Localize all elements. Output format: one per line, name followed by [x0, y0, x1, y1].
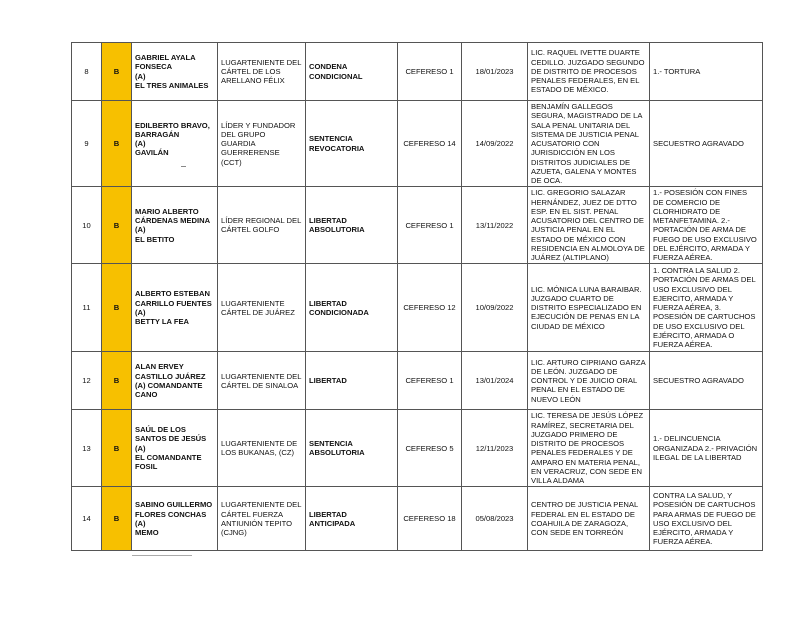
date-cell: 13/01/2024 [462, 352, 528, 410]
person-name-line: CANO [135, 390, 158, 399]
person-name-line: (A) [135, 518, 146, 528]
date-cell: 14/09/2022 [462, 101, 528, 187]
person-name-line: FOSIL [135, 462, 158, 472]
person-name-line: (A) [135, 307, 146, 317]
person-name [132, 352, 218, 410]
role-cell: LUGARTENIENTE DEL CÁRTEL DE LOS ARELLANO FÉLIX [218, 43, 306, 101]
person-name-line: (A) COMANDANTE [135, 380, 203, 390]
judge-cell: LIC. RAQUEL IVETTE DUARTE CEDILLO. JUZGADO SEGUNDO DE DISTRITO DE PROCESOS PENALES FEDERALES, EN EL ESTADO DE MÉXICO. [528, 43, 650, 101]
person-name-line: GAVILÁN [135, 148, 169, 158]
prison-cell: CEFERESO 1 [398, 43, 462, 101]
crime-cell: 1.- POSESIÓN CON FINES DE COMERCIO DE CLORHIDRATO DE METANFETAMINA. 2.- PORTACIÓN DE ARMA DE FUEGO DE USO EXCLUSIVO DEL EJÉRCITO, ARMADA Y FUERZA AÉREA. [650, 187, 763, 264]
person-name [132, 264, 218, 352]
person-name-line: MEMO [135, 528, 159, 537]
row-number: 14 [72, 487, 102, 551]
date-cell: 12/11/2023 [462, 410, 528, 487]
person-name-line: EL COMANDANTE [135, 452, 202, 462]
person-name-line: MARIO ALBERTO [135, 206, 199, 216]
person-name-line: FLORES CONCHAS [135, 509, 207, 519]
judge-cell: LIC. TERESA DE JESÚS LÓPEZ RAMÍREZ, SECRETARIA DEL JUZGADO PRIMERO DE DISTRITO DE PROCESOS PENALES FEDERALES Y DE AMPARO EN MATERIA PENAL, EN VERACRUZ, CON SEDE EN VILLA ALDAMA [528, 410, 650, 487]
person-name-line: FONSECA [135, 62, 173, 72]
status-cell: CONDENA CONDICIONAL [306, 43, 398, 101]
person-name-line: CARRILLO FUENTES [135, 298, 212, 308]
status-cell: SENTENCIA REVOCATORIA [306, 101, 398, 187]
crime-cell: SECUESTRO AGRAVADO [650, 352, 763, 410]
role-cell: LUGARTENIENTE DEL CÁRTEL DE SINALOA [218, 352, 306, 410]
judge-cell: LIC. GREGORIO SALAZAR HERNÁNDEZ, JUEZ DE DTTO ESP. EN EL SIST. PENAL ACUSATORIO DEL CENTRO DE JUSTICIA PENAL EN EL ESTADO DE MÉXICO CON RESIDENCIA EN ALMOLOYA DE JUÁREZ (ALTIPLANO) [528, 187, 650, 264]
person-name [132, 487, 218, 551]
person-name-line: (A) [135, 139, 146, 149]
person-name-line: SANTOS DE JESÚS [135, 434, 207, 444]
table-row [72, 264, 763, 352]
category-badge: B [102, 352, 132, 410]
status-cell: SENTENCIA ABSOLUTORIA [306, 410, 398, 487]
mark-dash [181, 166, 186, 167]
prison-cell: CEFERESO 5 [398, 410, 462, 487]
status-cell: LIBERTAD ANTICIPADA [306, 487, 398, 551]
judge-cell: BENJAMÍN GALLEGOS SEGURA, MAGISTRADO DE LA SALA PENAL UNITARIA DEL SISTEMA DE JUSTICIA PENAL ACUSATORIO CON JURISDICCIÓN EN LOS DISTRITOS JUDICIALES DE AZUETA, GALENA Y MONTES DE OCA. [528, 101, 650, 187]
role-cell: LUGARTENIENTE DEL CÁRTEL FUERZA ANTIUNIÓN TEPITO (CJNG) [218, 487, 306, 551]
judge-cell: LIC. MÓNICA LUNA BARAIBAR. JUZGADO CUARTO DE DISTRITO ESPECIALIZADO EN EJECUCIÓN DE PENAS EN LA CIUDAD DE MÉXICO [528, 264, 650, 352]
judge-cell: LIC. ARTURO CIPRIANO GARZA DE LEÓN. JUZGADO DE CONTROL Y DE JUICIO ORAL PENAL EN EL ESTADO DE NUEVO LEÓN [528, 352, 650, 410]
person-name-line: SAÚL DE LOS [135, 425, 186, 435]
person-name-line: CASTILLO JUÁREZ [135, 371, 206, 381]
category-badge: B [102, 410, 132, 487]
table-row [72, 410, 763, 487]
role-cell: LÍDER Y FUNDADOR DEL GRUPO GUARDIA GUERRERENSE (CCT) [218, 101, 306, 187]
records-table [71, 42, 763, 551]
row-number: 9 [72, 101, 102, 187]
person-name-line: (A) [135, 225, 146, 235]
judge-cell: CENTRO DE JUSTICIA PENAL FEDERAL EN EL ESTADO DE COAHUILA DE ZARAGOZA, CON SEDE EN TORREÓN [528, 487, 650, 551]
person-name-line: (A) [135, 443, 146, 453]
person-name [132, 43, 218, 101]
row-number: 12 [72, 352, 102, 410]
crime-cell: 1. CONTRA LA SALUD 2. PORTACIÓN DE ARMAS DEL USO EXCLUSIVO DEL EJERCITO, ARMADA Y FUERZA AÉREA, 3. POSESIÓN DE CARTUCHOS DE USO EXCLUSIVO DEL EJÉRCITO, ARMADA O FUERZA AÉREA. [650, 264, 763, 352]
person-name-line: ALBERTO ESTEBAN [135, 289, 210, 299]
table-row [72, 43, 763, 101]
prison-cell: CEFERESO 1 [398, 352, 462, 410]
table-row [72, 352, 763, 410]
footnote-separator [132, 555, 192, 556]
role-cell: LUGARTENIENTE DE LOS BUKANAS, (CZ) [218, 410, 306, 487]
person-name-line: ALAN ERVEY [135, 362, 184, 372]
crime-cell: CONTRA LA SALUD, Y POSESIÓN DE CARTUCHOS PARA ARMAS DE FUEGO DE USO EXCLUSIVO DEL EJÉRCITO, ARMADA Y FUERZA AÉREA. [650, 487, 763, 551]
crime-cell: 1.- DELINCUENCIA ORGANIZADA 2.- PRIVACIÓN ILEGAL DE LA LIBERTAD [650, 410, 763, 487]
category-badge: B [102, 187, 132, 264]
crime-cell: 1.- TORTURA [650, 43, 763, 101]
person-name [132, 187, 218, 264]
person-name-line: EL TRES ANIMALES [135, 80, 209, 90]
role-cell: LÍDER REGIONAL DEL CÁRTEL GOLFO [218, 187, 306, 264]
person-name-line: CÁRDENAS MEDINA [135, 216, 211, 225]
category-badge: B [102, 43, 132, 101]
category-badge: B [102, 487, 132, 551]
prison-cell: CEFERESO 12 [398, 264, 462, 352]
category-badge: B [102, 101, 132, 187]
row-number: 11 [72, 264, 102, 352]
person-name-line: BETTY LA FEA [135, 317, 190, 326]
person-name-line: (A) [135, 71, 146, 81]
crime-cell: SECUESTRO AGRAVADO [650, 101, 763, 187]
row-number: 10 [72, 187, 102, 264]
person-name-line: BARRAGÁN [135, 129, 180, 139]
person-name-line: SABINO GUILLERMO [135, 500, 213, 510]
date-cell: 05/08/2023 [462, 487, 528, 551]
date-cell: 10/09/2022 [462, 264, 528, 352]
person-name [132, 101, 218, 187]
person-name [132, 410, 218, 487]
status-cell: LIBERTAD [306, 352, 398, 410]
person-name-line: EDILBERTO BRAVO, [135, 120, 210, 130]
person-name-line: EL BETITO [135, 234, 175, 244]
prison-cell: CEFERESO 1 [398, 187, 462, 264]
prison-cell: CEFERESO 18 [398, 487, 462, 551]
row-number: 8 [72, 43, 102, 101]
date-cell: 18/01/2023 [462, 43, 528, 101]
row-number: 13 [72, 410, 102, 487]
table-row [72, 187, 763, 264]
status-cell: LIBERTAD ABSOLUTORIA [306, 187, 398, 264]
role-cell: LUGARTENIENTE CÁRTEL DE JUÁREZ [218, 264, 306, 352]
prison-cell: CEFERESO 14 [398, 101, 462, 187]
table-row [72, 101, 763, 187]
person-name-line: GABRIEL AYALA [135, 53, 196, 62]
date-cell: 13/11/2022 [462, 187, 528, 264]
category-badge: B [102, 264, 132, 352]
table-row [72, 487, 763, 551]
status-cell: LIBERTAD CONDICIONADA [306, 264, 398, 352]
